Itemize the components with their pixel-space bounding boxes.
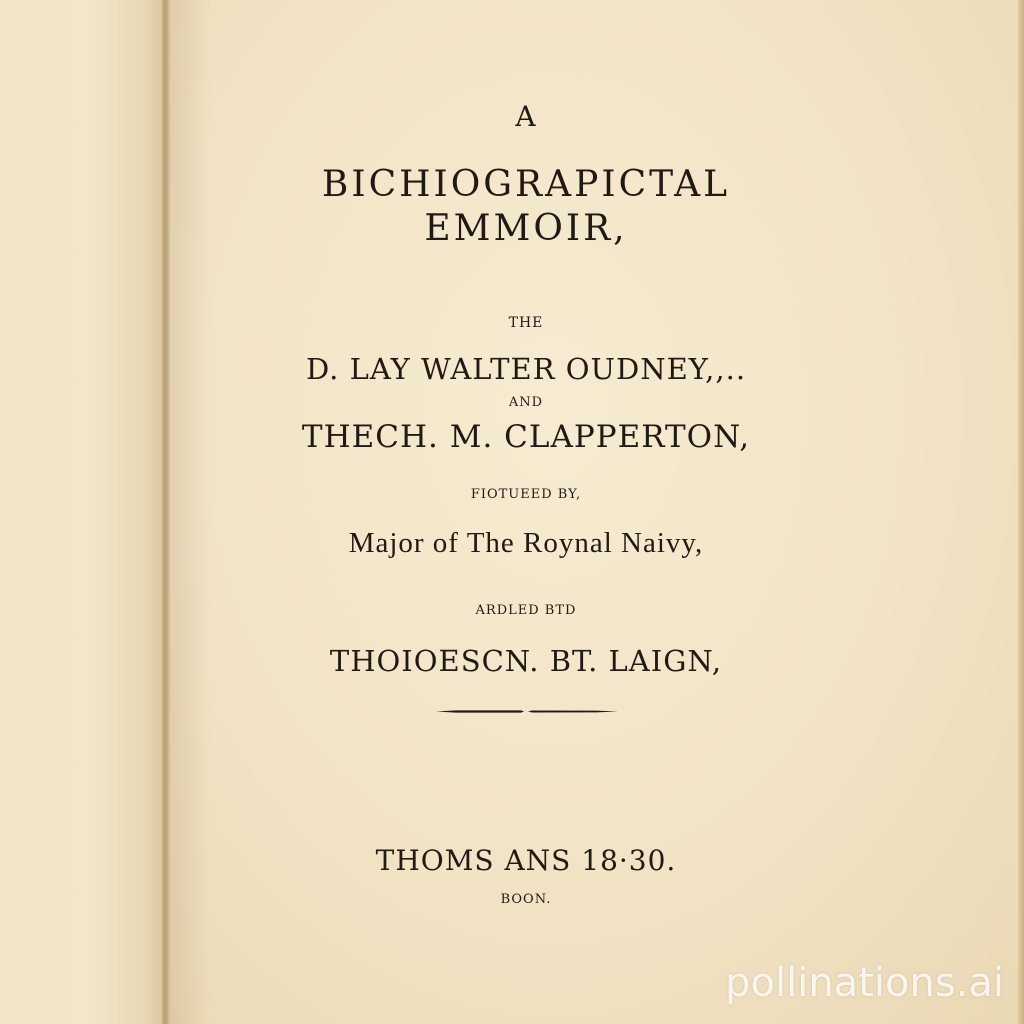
ornamental-rule — [436, 710, 618, 713]
place-line: BOON. — [500, 892, 552, 907]
page-edge — [1018, 0, 1024, 1024]
figured-by-label: FIOTUEED BY, — [470, 487, 582, 502]
subject-name-1: D. LAY WALTER OUDNEY,,.. — [305, 352, 747, 386]
title-article: A — [515, 100, 537, 133]
publisher-line: THOMS ANS 18·30. — [375, 844, 677, 877]
ardled-label: ARDLED BTD — [475, 603, 577, 618]
book-gutter — [162, 0, 170, 1024]
and-label: AND — [508, 395, 544, 410]
left-page — [0, 0, 164, 1024]
author-line: Major of The Roynal Naivy, — [348, 527, 704, 559]
watermark: pollinations.ai — [725, 960, 1004, 1006]
title-line-1: BICHIOGRAPICTAL — [321, 164, 731, 205]
editor-line: THOIOESCN. BT. LAIGN, — [329, 644, 723, 678]
subject-name-2: THECH. M. CLAPPERTON, — [301, 419, 751, 455]
the-label: THE — [508, 315, 544, 331]
title-line-2: EMMOIR, — [424, 208, 628, 249]
